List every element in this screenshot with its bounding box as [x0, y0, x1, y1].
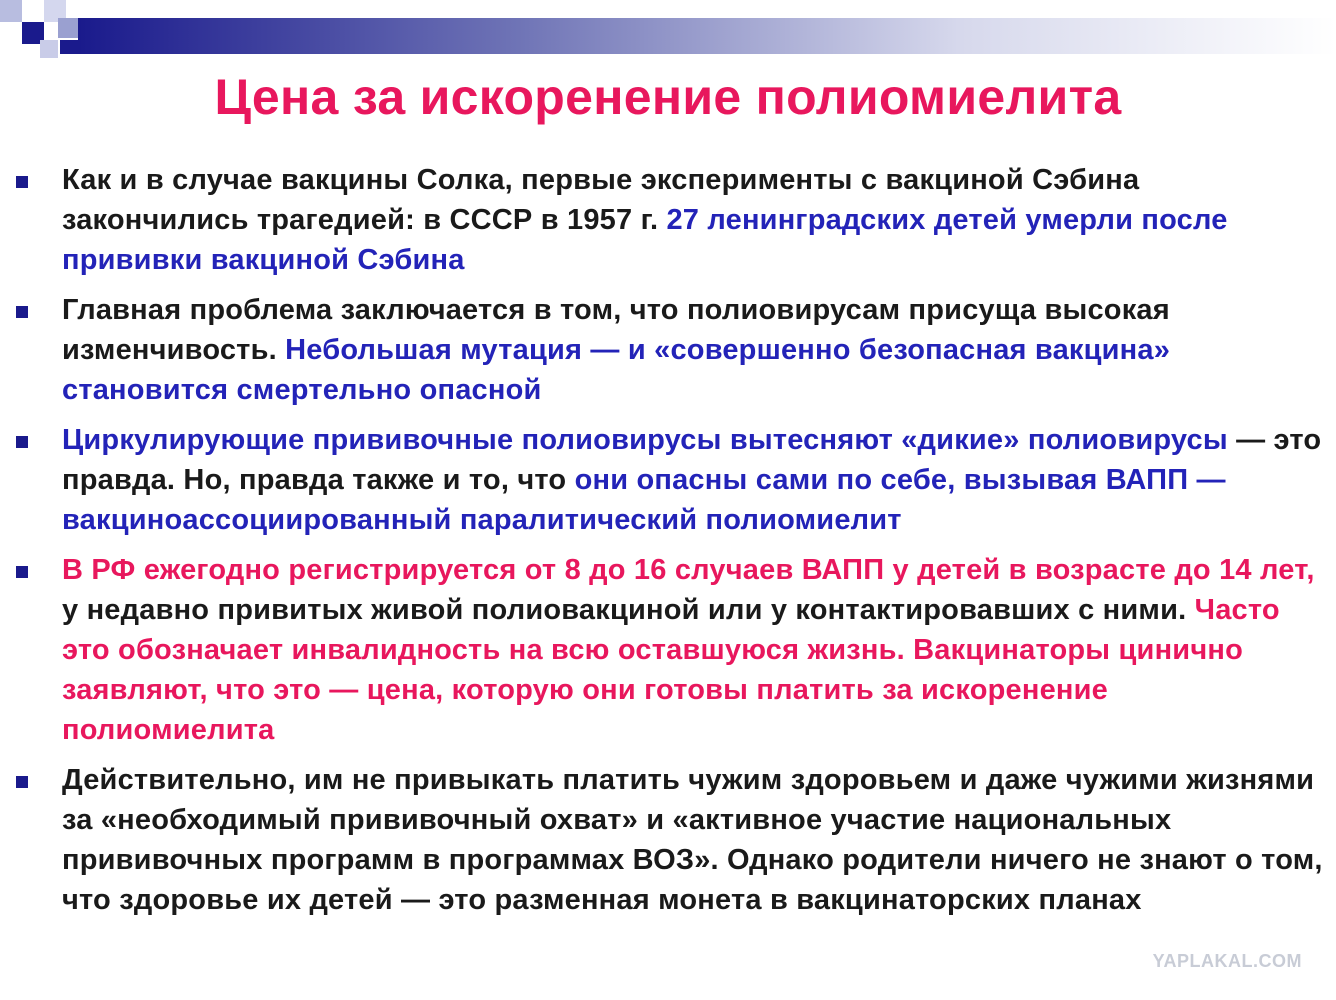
- bullet-text: [62, 290, 1326, 410]
- deco-square: [0, 0, 22, 22]
- deco-square: [58, 18, 78, 38]
- bullet-list: [0, 160, 1336, 920]
- bullet-item-2: [0, 290, 1336, 410]
- bullet-square-icon: [16, 436, 28, 448]
- bullet-text-dark: Действительно, им не привыкать платить чужим здоровьем и даже чужими жизнями за «необходимый прививочный охват» и «активное участие национальных прививочных программ в программах ВОЗ». Однако родители ничего не знают о том, что здоровье их детей — это разменная монета в вакцинаторских планах: [62, 764, 1323, 916]
- bullet-item-4: [0, 550, 1336, 750]
- bullet-square-icon: [16, 176, 28, 188]
- bullet-text-blue: 27 ленинградских детей умерли после прививки вакциной Сэбина: [62, 204, 1228, 276]
- bullet-text-pink: В РФ ежегодно регистрируется от 8 до 16 случаев ВАПП у детей в возрасте до 14 лет,: [62, 554, 1315, 586]
- bullet-text-blue: они опасны сами по себе, вызывая ВАПП — вакциноассоциированный паралитический полиомиелит: [62, 464, 1226, 536]
- bullet-text-dark: Главная проблема заключается в том, что полиовирусам присуща высокая изменчивость.: [62, 294, 1170, 366]
- bullet-text: [62, 160, 1326, 280]
- bullet-item-3: [0, 420, 1336, 540]
- bullet-square-icon: [16, 566, 28, 578]
- watermark: YAPLAKAL.COM: [1152, 951, 1302, 971]
- bullet-text-dark: — это правда. Но, правда также и то, что: [62, 424, 1322, 496]
- bullet-text-dark: Как и в случае вакцины Солка, первые эксперименты с вакциной Сэбина закончились трагедией: в СССР в 1957 г.: [62, 164, 1140, 236]
- bullet-text: [62, 550, 1326, 750]
- bullet-text: [62, 760, 1326, 920]
- bullet-text-dark: у недавно привитых живой полиовакциной или у контактировавших с ними.: [62, 594, 1195, 626]
- gradient-band: [78, 18, 1336, 54]
- slide-title: Цена за искоренение полиомиелита: [214, 69, 1122, 125]
- bullet-square-icon: [16, 306, 28, 318]
- bullet-text-blue: Циркулирующие прививочные полиовирусы вытесняют «дикие» полиовирусы: [62, 424, 1228, 456]
- bullet-item-5: [0, 760, 1336, 920]
- bullet-text-pink: Часто это обозначает инвалидность на всю оставшуюся жизнь. Вакцинаторы цинично заявляют, что это — цена, которую они готовы платить за искоренение полиомиелита: [62, 594, 1280, 746]
- deco-square: [60, 40, 78, 54]
- bullet-text-blue: Небольшая мутация — и «совершенно безопасная вакцина» становится смертельно опасной: [62, 334, 1171, 406]
- deco-square: [40, 40, 58, 58]
- bullet-text: [62, 420, 1326, 540]
- bullet-item-1: [0, 160, 1336, 280]
- bullet-square-icon: [16, 776, 28, 788]
